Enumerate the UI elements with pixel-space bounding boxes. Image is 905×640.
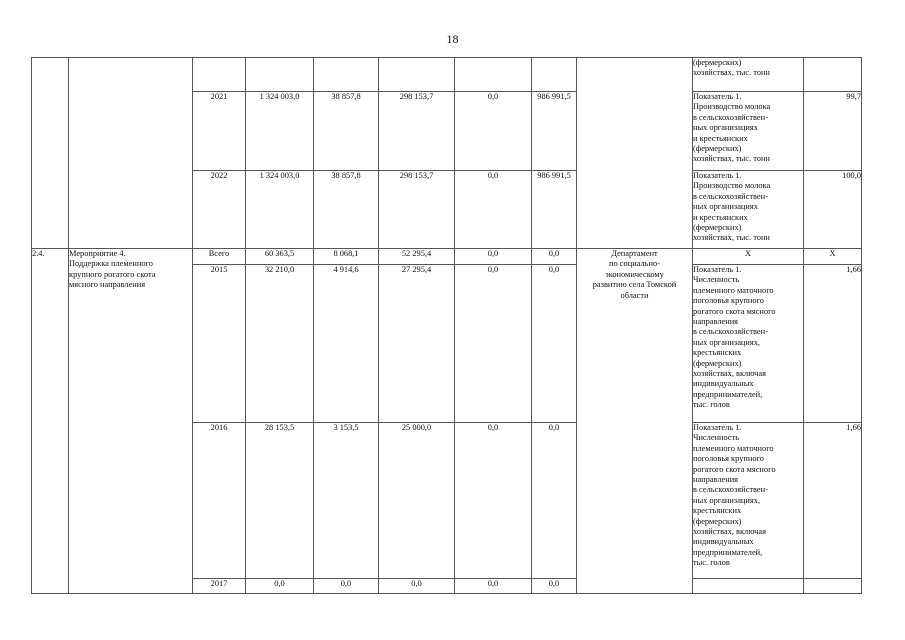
program-table xyxy=(31,57,862,594)
funding-cell: 0,0 xyxy=(455,171,532,249)
funding-cell: 986 991,5 xyxy=(532,92,577,171)
year-cell: 2017 xyxy=(193,579,246,594)
funding-cell: 3 153,5 xyxy=(314,423,379,579)
department-cell xyxy=(577,58,693,249)
department-cell: Департамент по социально- экономическому развитию села Томской области xyxy=(577,249,693,594)
funding-cell: 38 857,8 xyxy=(314,171,379,249)
funding-cell: 298 153,7 xyxy=(379,171,455,249)
funding-cell: 0,0 xyxy=(532,579,577,594)
funding-cell: 8 068,1 xyxy=(314,249,379,265)
funding-cell: 25 000,0 xyxy=(379,423,455,579)
total-cell: 0,0 xyxy=(246,579,314,594)
year-cell: Всего xyxy=(193,249,246,265)
value-cell: 99,7 xyxy=(804,92,862,171)
funding-cell: 0,0 xyxy=(532,423,577,579)
total-cell: 32 210,0 xyxy=(246,265,314,423)
funding-cell: 0,0 xyxy=(532,249,577,265)
year-cell: 2015 xyxy=(193,265,246,423)
year-cell: 2022 xyxy=(193,171,246,249)
funding-cell: 0,0 xyxy=(455,92,532,171)
funding-cell: 38 857,8 xyxy=(314,92,379,171)
total-cell xyxy=(246,58,314,92)
funding-cell: 0,0 xyxy=(455,579,532,594)
value-cell: 1,66 xyxy=(804,265,862,423)
page-number: 18 xyxy=(446,32,459,46)
indicator-cell xyxy=(693,579,804,594)
table-row xyxy=(32,249,862,265)
event-cell xyxy=(69,58,193,249)
funding-cell: 4 914,6 xyxy=(314,265,379,423)
indicator-cell: Показатель 1. Численность племенного маточного поголовья крупного рогатого скота мясного направления в сельскохозяйствен- ных организациях, крестьянских (фермерских) хозяйствах, включая индивидуальных предпринимателей, тыс. голов xyxy=(693,423,804,579)
table-row xyxy=(32,58,862,92)
indicator-cell: (фермерских) хозяйствах, тыс. тонн xyxy=(693,58,804,92)
funding-cell: 27 295,4 xyxy=(379,265,455,423)
year-cell: 2021 xyxy=(193,92,246,171)
funding-cell: 0,0 xyxy=(314,579,379,594)
value-cell xyxy=(804,58,862,92)
funding-cell xyxy=(532,58,577,92)
total-cell: 1 324 003,0 xyxy=(246,92,314,171)
value-cell xyxy=(804,579,862,594)
funding-cell: 298 153,7 xyxy=(379,92,455,171)
indicator-cell: Х xyxy=(693,249,804,265)
item-number-cell xyxy=(32,58,69,249)
funding-cell: 0,0 xyxy=(379,579,455,594)
value-cell: Х xyxy=(804,249,862,265)
funding-cell: 0,0 xyxy=(532,265,577,423)
item-number-cell: 2.4. xyxy=(32,249,69,594)
total-cell: 1 324 003,0 xyxy=(246,171,314,249)
indicator-cell: Показатель 1. Численность племенного маточного поголовья крупного рогатого скота мясного направления в сельскохозяйствен- ных организациях, крестьянских (фермерских) хозяйствах, включая индивидуальных предпринимателей, тыс. голов xyxy=(693,265,804,423)
event-cell: Мероприятие 4. Поддержка племенного крупного рогатого скота мясного направления xyxy=(69,249,193,594)
indicator-cell: Показатель 1. Производство молока в сельскохозяйствен- ных организациях и крестьянских (фермерских) хозяйствах, тыс. тонн xyxy=(693,92,804,171)
funding-cell: 986 991,5 xyxy=(532,171,577,249)
value-cell: 100,0 xyxy=(804,171,862,249)
funding-cell: 0,0 xyxy=(455,423,532,579)
indicator-cell: Показатель 1. Производство молока в сельскохозяйствен- ных организациях и крестьянских (фермерских) хозяйствах, тыс. тонн xyxy=(693,171,804,249)
funding-cell xyxy=(314,58,379,92)
total-cell: 60 363,5 xyxy=(246,249,314,265)
funding-cell xyxy=(379,58,455,92)
year-cell: 2016 xyxy=(193,423,246,579)
funding-cell: 0,0 xyxy=(455,249,532,265)
total-cell: 28 153,5 xyxy=(246,423,314,579)
funding-cell xyxy=(455,58,532,92)
funding-cell: 0,0 xyxy=(455,265,532,423)
funding-cell: 52 295,4 xyxy=(379,249,455,265)
year-cell xyxy=(193,58,246,92)
value-cell: 1,66 xyxy=(804,423,862,579)
